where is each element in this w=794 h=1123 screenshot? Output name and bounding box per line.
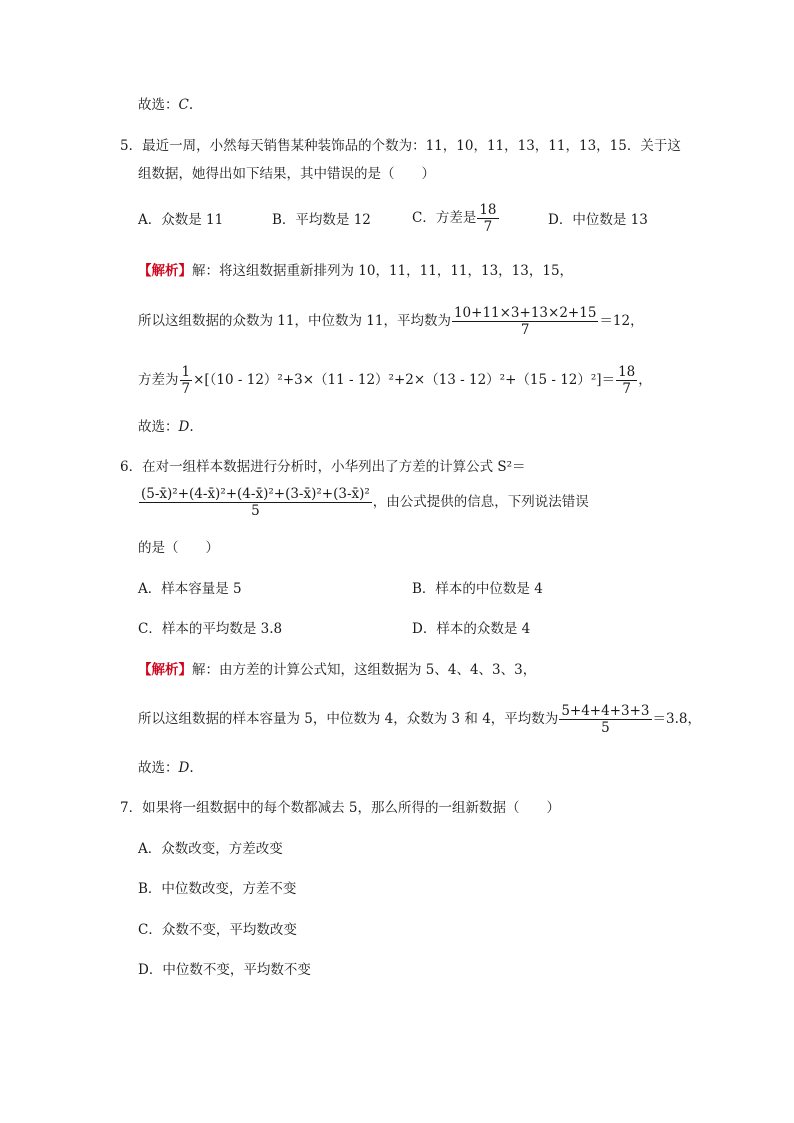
variance-formula <box>139 486 372 519</box>
answer-end: . <box>188 97 194 113</box>
analysis-text: 解：由方差的计算公式知，这组数据为 5、4、4、3、3， <box>192 662 537 678</box>
q5-stem-line2: 组数据，她得出如下结果，其中错误的是（ ） <box>138 166 435 182</box>
variance-prefix: 方差为 <box>138 372 179 388</box>
q6-formula-line <box>138 486 589 519</box>
analysis-text: 解：将这组数据重新排列为 10，11，11，11，13，13，15， <box>192 263 574 279</box>
q7-stem-line1: 7．如果将一组数据中的每个数都减去 5，那么所得的一组新数据（ ） <box>120 800 560 816</box>
q6-option-c: C．样本的平均数是 3.8 <box>138 621 283 637</box>
q5-option-a: A．众数是 11 <box>138 212 224 228</box>
answer-letter: C <box>178 97 189 113</box>
q5-option-c <box>412 202 500 235</box>
mean-fraction <box>452 305 598 338</box>
q5-answer <box>138 418 194 436</box>
answer-prefix: 故选： <box>138 760 179 776</box>
q5-option-c-text: C．方差是 <box>412 210 477 226</box>
q6-option-a: A．样本容量是 5 <box>138 581 242 597</box>
answer-letter: D <box>178 419 190 435</box>
fraction-denominator: 7 <box>483 219 493 235</box>
answer-prefix: 故选： <box>138 97 179 113</box>
q7-option-d: D．中位数不变，平均数不变 <box>138 962 311 978</box>
answer-end: . <box>189 419 194 435</box>
q5-stem-line1: 5．最近一周，小然每天销售某种装饰品的个数为：11，10，11，13，11，13，15．关于这 <box>120 138 681 154</box>
mean-result: ＝12， <box>599 313 644 329</box>
fraction-denominator: 7 <box>181 381 191 397</box>
fraction-numerator: 5+4+4+3+3 <box>561 703 650 719</box>
answer-prefix: 故选： <box>138 419 179 435</box>
variance-end: ， <box>638 372 652 388</box>
mean-fraction <box>559 703 651 736</box>
fraction-numerator: 18 <box>618 364 636 380</box>
q6-stem-line1: 6．在对一组样本数据进行分析时，小华列出了方差的计算公式 S²＝ <box>120 459 526 475</box>
fraction-denominator: 7 <box>520 322 530 338</box>
q5-option-d: D．中位数是 13 <box>548 212 648 228</box>
fraction-numerator: (5-x̄)²+(4-x̄)²+(4-x̄)²+(3-x̄)²+(3-x̄)² <box>141 486 370 502</box>
q5-mean-line <box>138 305 644 338</box>
q5-option-b: B．平均数是 12 <box>272 212 371 228</box>
answer-end: . <box>189 760 194 776</box>
q5-variance-line <box>138 364 652 397</box>
variance-coefficient <box>180 364 193 397</box>
q6-option-b: B．样本的中位数是 4 <box>412 581 543 597</box>
variance-result <box>616 364 637 397</box>
q6-answer <box>138 759 194 777</box>
mean-text: 所以这组数据的众数为 11，中位数为 11，平均数为 <box>138 313 451 329</box>
q7-option-c: C．众数不变，平均数改变 <box>138 922 297 938</box>
q5-analysis <box>138 262 573 280</box>
fraction-denominator: 5 <box>251 503 260 519</box>
fraction-denominator: 5 <box>601 720 610 736</box>
q6-option-d: D．样本的众数是 4 <box>412 621 531 637</box>
formula-after: ，由公式提供的信息，下列说法错误 <box>372 494 589 510</box>
q5-option-c-fraction <box>477 202 498 235</box>
fraction-numerator: 1 <box>181 364 191 380</box>
prev-answer <box>138 96 193 114</box>
mean-text: 所以这组数据的样本容量为 5，中位数为 4，众数为 3 和 4，平均数为 <box>138 711 559 727</box>
q7-option-a: A．众数改变，方差改变 <box>138 841 283 857</box>
analysis-tag: 【解析】 <box>138 662 192 678</box>
fraction-numerator: 10+11×3+13×2+15 <box>453 305 597 321</box>
answer-letter: D <box>178 760 190 776</box>
analysis-tag: 【解析】 <box>138 263 192 279</box>
variance-body: ×[（10 - 12）²+3×（11 - 12）²+2×（13 - 12）²+（15 - 12）²]＝ <box>193 372 616 388</box>
fraction-denominator: 7 <box>622 381 631 397</box>
q6-analysis <box>138 661 536 679</box>
q7-option-b: B．中位数改变，方差不变 <box>138 881 297 897</box>
q6-mean-line <box>138 703 701 736</box>
q6-stem-line3: 的是（ ） <box>138 540 219 556</box>
fraction-numerator: 18 <box>479 202 497 218</box>
mean-result: ＝3.8， <box>652 711 701 727</box>
